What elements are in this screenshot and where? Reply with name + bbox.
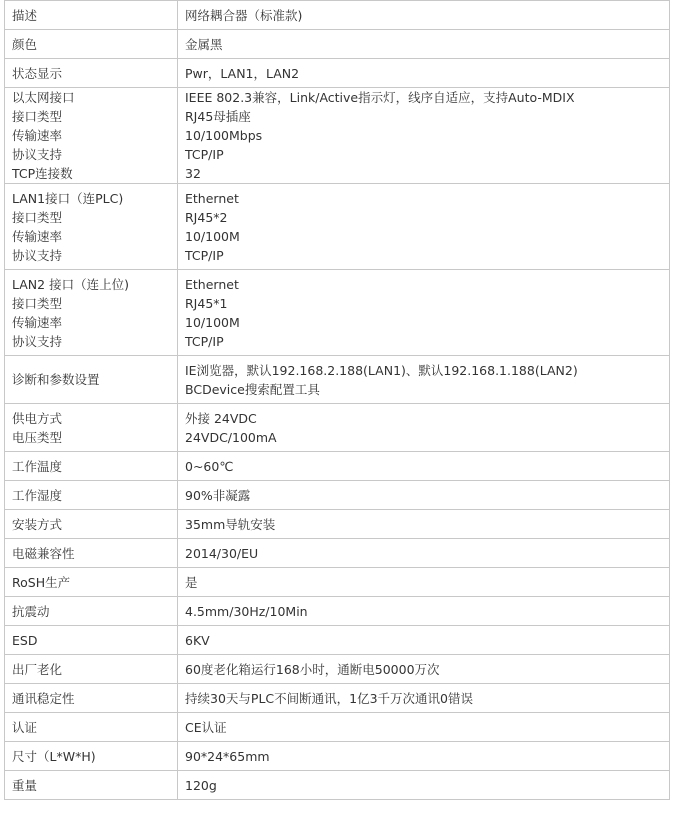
spec-label-line: RoSH生产	[12, 574, 71, 590]
spec-value-cell	[178, 771, 670, 800]
table-row	[5, 626, 670, 655]
spec-value-line: 金属黑	[185, 36, 223, 52]
spec-value-line: 4.5mm/30Hz/10Min	[185, 603, 308, 619]
spec-value-line: Ethernet	[185, 190, 239, 206]
spec-value-line: RJ45*2	[185, 209, 228, 225]
spec-label-line: 尺寸（L*W*H)	[12, 748, 96, 764]
spec-value-line: 10/100M	[185, 228, 240, 244]
spec-value-cell	[178, 88, 670, 184]
spec-label-line: 供电方式	[12, 410, 63, 426]
spec-value-line: 外接 24VDC	[185, 410, 257, 426]
spec-label-cell	[5, 510, 178, 539]
spec-value-line: CE认证	[185, 719, 227, 735]
table-row	[5, 684, 670, 713]
spec-value-cell	[178, 626, 670, 655]
spec-label-cell	[5, 481, 178, 510]
spec-label-line: 颜色	[12, 36, 38, 52]
spec-label-line: 工作温度	[12, 458, 63, 474]
spec-label-line: 传输速率	[12, 314, 63, 330]
spec-value-line: BCDevice搜索配置工具	[185, 381, 320, 397]
spec-value-line: 10/100M	[185, 314, 240, 330]
spec-label-cell	[5, 655, 178, 684]
table-row	[5, 771, 670, 800]
spec-value-line: IE浏览器，默认192.168.2.188(LAN1)、默认192.168.1.188(LAN2)	[185, 362, 578, 378]
spec-label-cell	[5, 713, 178, 742]
table-row	[5, 742, 670, 771]
spec-value-cell	[178, 742, 670, 771]
spec-label-line: 描述	[12, 7, 38, 23]
spec-label-cell	[5, 597, 178, 626]
spec-label-cell	[5, 404, 178, 452]
table-row	[5, 655, 670, 684]
spec-value-line: RJ45*1	[185, 295, 228, 311]
spec-label-line: 认证	[12, 719, 38, 735]
spec-label-line: 接口类型	[12, 109, 63, 124]
spec-label-cell	[5, 452, 178, 481]
spec-value-cell	[178, 655, 670, 684]
spec-value-line: 90*24*65mm	[185, 748, 270, 764]
spec-label-line: 接口类型	[12, 209, 63, 225]
spec-label-line: 抗震动	[12, 603, 50, 619]
spec-value-line: 35mm导轨安装	[185, 516, 276, 532]
spec-label-cell	[5, 568, 178, 597]
table-row	[5, 356, 670, 404]
spec-label-cell	[5, 626, 178, 655]
spec-value-line: IEEE 802.3兼容，Link/Active指示灯，线序自适应，支持Auto-MDIX	[185, 90, 575, 105]
table-row	[5, 30, 670, 59]
spec-label-cell	[5, 1, 178, 30]
table-row	[5, 539, 670, 568]
spec-value-line: TCP/IP	[185, 247, 224, 263]
table-row	[5, 59, 670, 88]
spec-table-body	[5, 1, 670, 800]
spec-label-cell	[5, 184, 178, 270]
spec-value-cell	[178, 404, 670, 452]
spec-label-line: 传输速率	[12, 228, 63, 244]
spec-value-cell	[178, 713, 670, 742]
spec-value-line: 90%非凝露	[185, 487, 251, 503]
spec-value-line: Ethernet	[185, 276, 239, 292]
spec-label-line: 协议支持	[12, 247, 63, 263]
spec-value-cell	[178, 684, 670, 713]
spec-value-cell	[178, 452, 670, 481]
spec-table	[4, 0, 670, 800]
spec-label-cell	[5, 88, 178, 184]
spec-value-line: 24VDC/100mA	[185, 429, 277, 445]
spec-value-line: 是	[185, 574, 198, 590]
spec-label-line: 协议支持	[12, 333, 63, 349]
spec-value-cell	[178, 539, 670, 568]
table-row	[5, 597, 670, 626]
spec-label-line: LAN2 接口（连上位)	[12, 276, 129, 292]
table-row	[5, 404, 670, 452]
spec-value-line: TCP/IP	[185, 333, 224, 349]
spec-label-line: 接口类型	[12, 295, 63, 311]
spec-value-cell	[178, 184, 670, 270]
table-row	[5, 713, 670, 742]
spec-value-line: 持续30天与PLC不间断通讯，1亿3千万次通讯0错误	[185, 690, 473, 706]
spec-value-line: 网络耦合器（标准款)	[185, 7, 303, 23]
spec-label-line: TCP连接数	[12, 166, 73, 181]
spec-value-cell	[178, 481, 670, 510]
spec-label-cell	[5, 270, 178, 356]
spec-value-cell	[178, 59, 670, 88]
spec-value-line: 60度老化箱运行168小时，通断电50000万次	[185, 661, 440, 677]
spec-label-line: 安装方式	[12, 516, 63, 532]
spec-value-line: 120g	[185, 777, 217, 793]
table-row	[5, 184, 670, 270]
spec-value-line: TCP/IP	[185, 147, 224, 162]
spec-value-line: 2014/30/EU	[185, 545, 259, 561]
spec-label-line: LAN1接口（连PLC)	[12, 190, 124, 206]
spec-value-cell	[178, 510, 670, 539]
spec-value-cell	[178, 1, 670, 30]
table-row	[5, 1, 670, 30]
spec-value-cell	[178, 270, 670, 356]
spec-label-line: 协议支持	[12, 147, 63, 162]
spec-label-line: 出厂老化	[12, 661, 63, 677]
spec-label-cell	[5, 771, 178, 800]
spec-label-cell	[5, 539, 178, 568]
spec-label-line: 电磁兼容性	[12, 545, 75, 561]
spec-label-cell	[5, 30, 178, 59]
spec-label-line: 工作湿度	[12, 487, 63, 503]
spec-value-cell	[178, 597, 670, 626]
spec-label-line: 传输速率	[12, 128, 63, 143]
spec-value-line: 10/100Mbps	[185, 128, 263, 143]
spec-label-line: 诊断和参数设置	[12, 372, 100, 387]
spec-value-line: 32	[185, 166, 201, 181]
table-row	[5, 568, 670, 597]
table-row	[5, 481, 670, 510]
table-row	[5, 88, 670, 184]
spec-value-line: RJ45母插座	[185, 109, 251, 124]
spec-value-line: 6KV	[185, 632, 210, 648]
spec-label-line: 重量	[12, 777, 38, 793]
table-row	[5, 510, 670, 539]
spec-label-cell	[5, 742, 178, 771]
spec-value-cell	[178, 568, 670, 597]
spec-label-cell	[5, 684, 178, 713]
spec-label-line: 电压类型	[12, 429, 63, 445]
table-row	[5, 452, 670, 481]
spec-value-line: 0~60℃	[185, 458, 234, 474]
spec-label-line: 状态显示	[12, 65, 63, 81]
table-row	[5, 270, 670, 356]
spec-value-line: Pwr，LAN1，LAN2	[185, 65, 300, 81]
spec-label-cell	[5, 59, 178, 88]
spec-label-line: 通讯稳定性	[12, 690, 75, 706]
spec-value-cell	[178, 30, 670, 59]
spec-value-cell	[178, 356, 670, 404]
spec-label-cell	[5, 356, 178, 404]
spec-label-line: 以太网接口	[12, 90, 75, 105]
spec-label-line: ESD	[12, 632, 38, 648]
